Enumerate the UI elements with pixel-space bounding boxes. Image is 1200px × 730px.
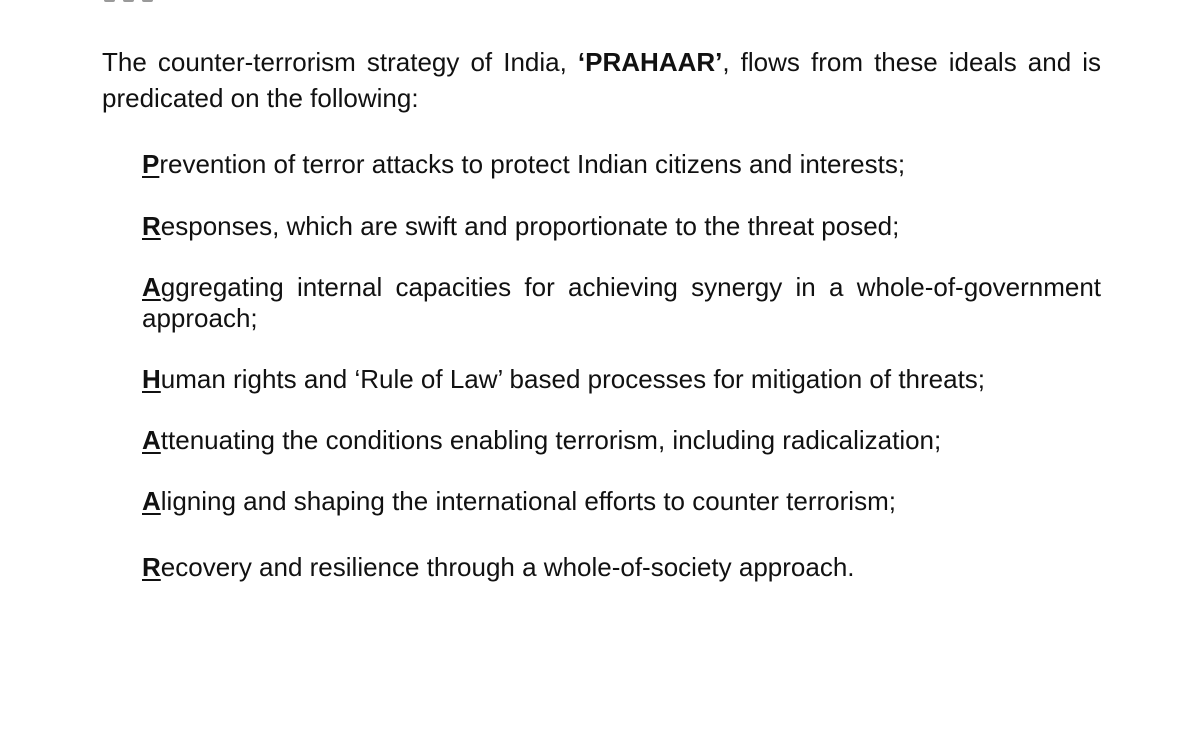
point-initial: A <box>142 486 161 516</box>
point-text: ligning and shaping the international efforts to counter terrorism; <box>160 486 896 516</box>
point-initial: A <box>142 425 161 455</box>
cropped-previous-line <box>104 0 194 4</box>
point-initial: R <box>142 552 161 582</box>
point-recovery <box>142 552 1101 583</box>
point-initial: P <box>142 149 160 179</box>
strategy-name: ‘PRAHAAR’ <box>577 47 723 77</box>
point-aligning <box>142 486 1101 517</box>
point-initial: R <box>142 211 161 241</box>
intro-text-after: , flows from these ideals and is predicated on the following: <box>102 47 1102 113</box>
point-human-rights <box>142 364 1101 395</box>
intro-text-before: The counter-terrorism strategy of India, <box>102 47 578 77</box>
point-prevention <box>142 149 1101 180</box>
intro-paragraph <box>102 44 1101 116</box>
point-text: revention of terror attacks to protect Indian citizens and interests; <box>159 149 906 179</box>
point-text: ecovery and resilience through a whole-of-society approach. <box>160 552 855 582</box>
point-text: esponses, which are swift and proportionate to the threat posed; <box>160 211 900 241</box>
point-attenuating <box>142 425 1101 456</box>
point-text: ttenuating the conditions enabling terrorism, including radicalization; <box>160 425 942 455</box>
point-initial: H <box>142 364 161 394</box>
point-text: uman rights and ‘Rule of Law’ based processes for mitigation of threats; <box>160 364 986 394</box>
point-aggregating <box>142 272 1101 334</box>
point-responses <box>142 211 1101 242</box>
point-text: ggregating internal capacities for achieving synergy in a whole-of-government approach; <box>142 272 1101 333</box>
point-initial: A <box>142 272 161 302</box>
